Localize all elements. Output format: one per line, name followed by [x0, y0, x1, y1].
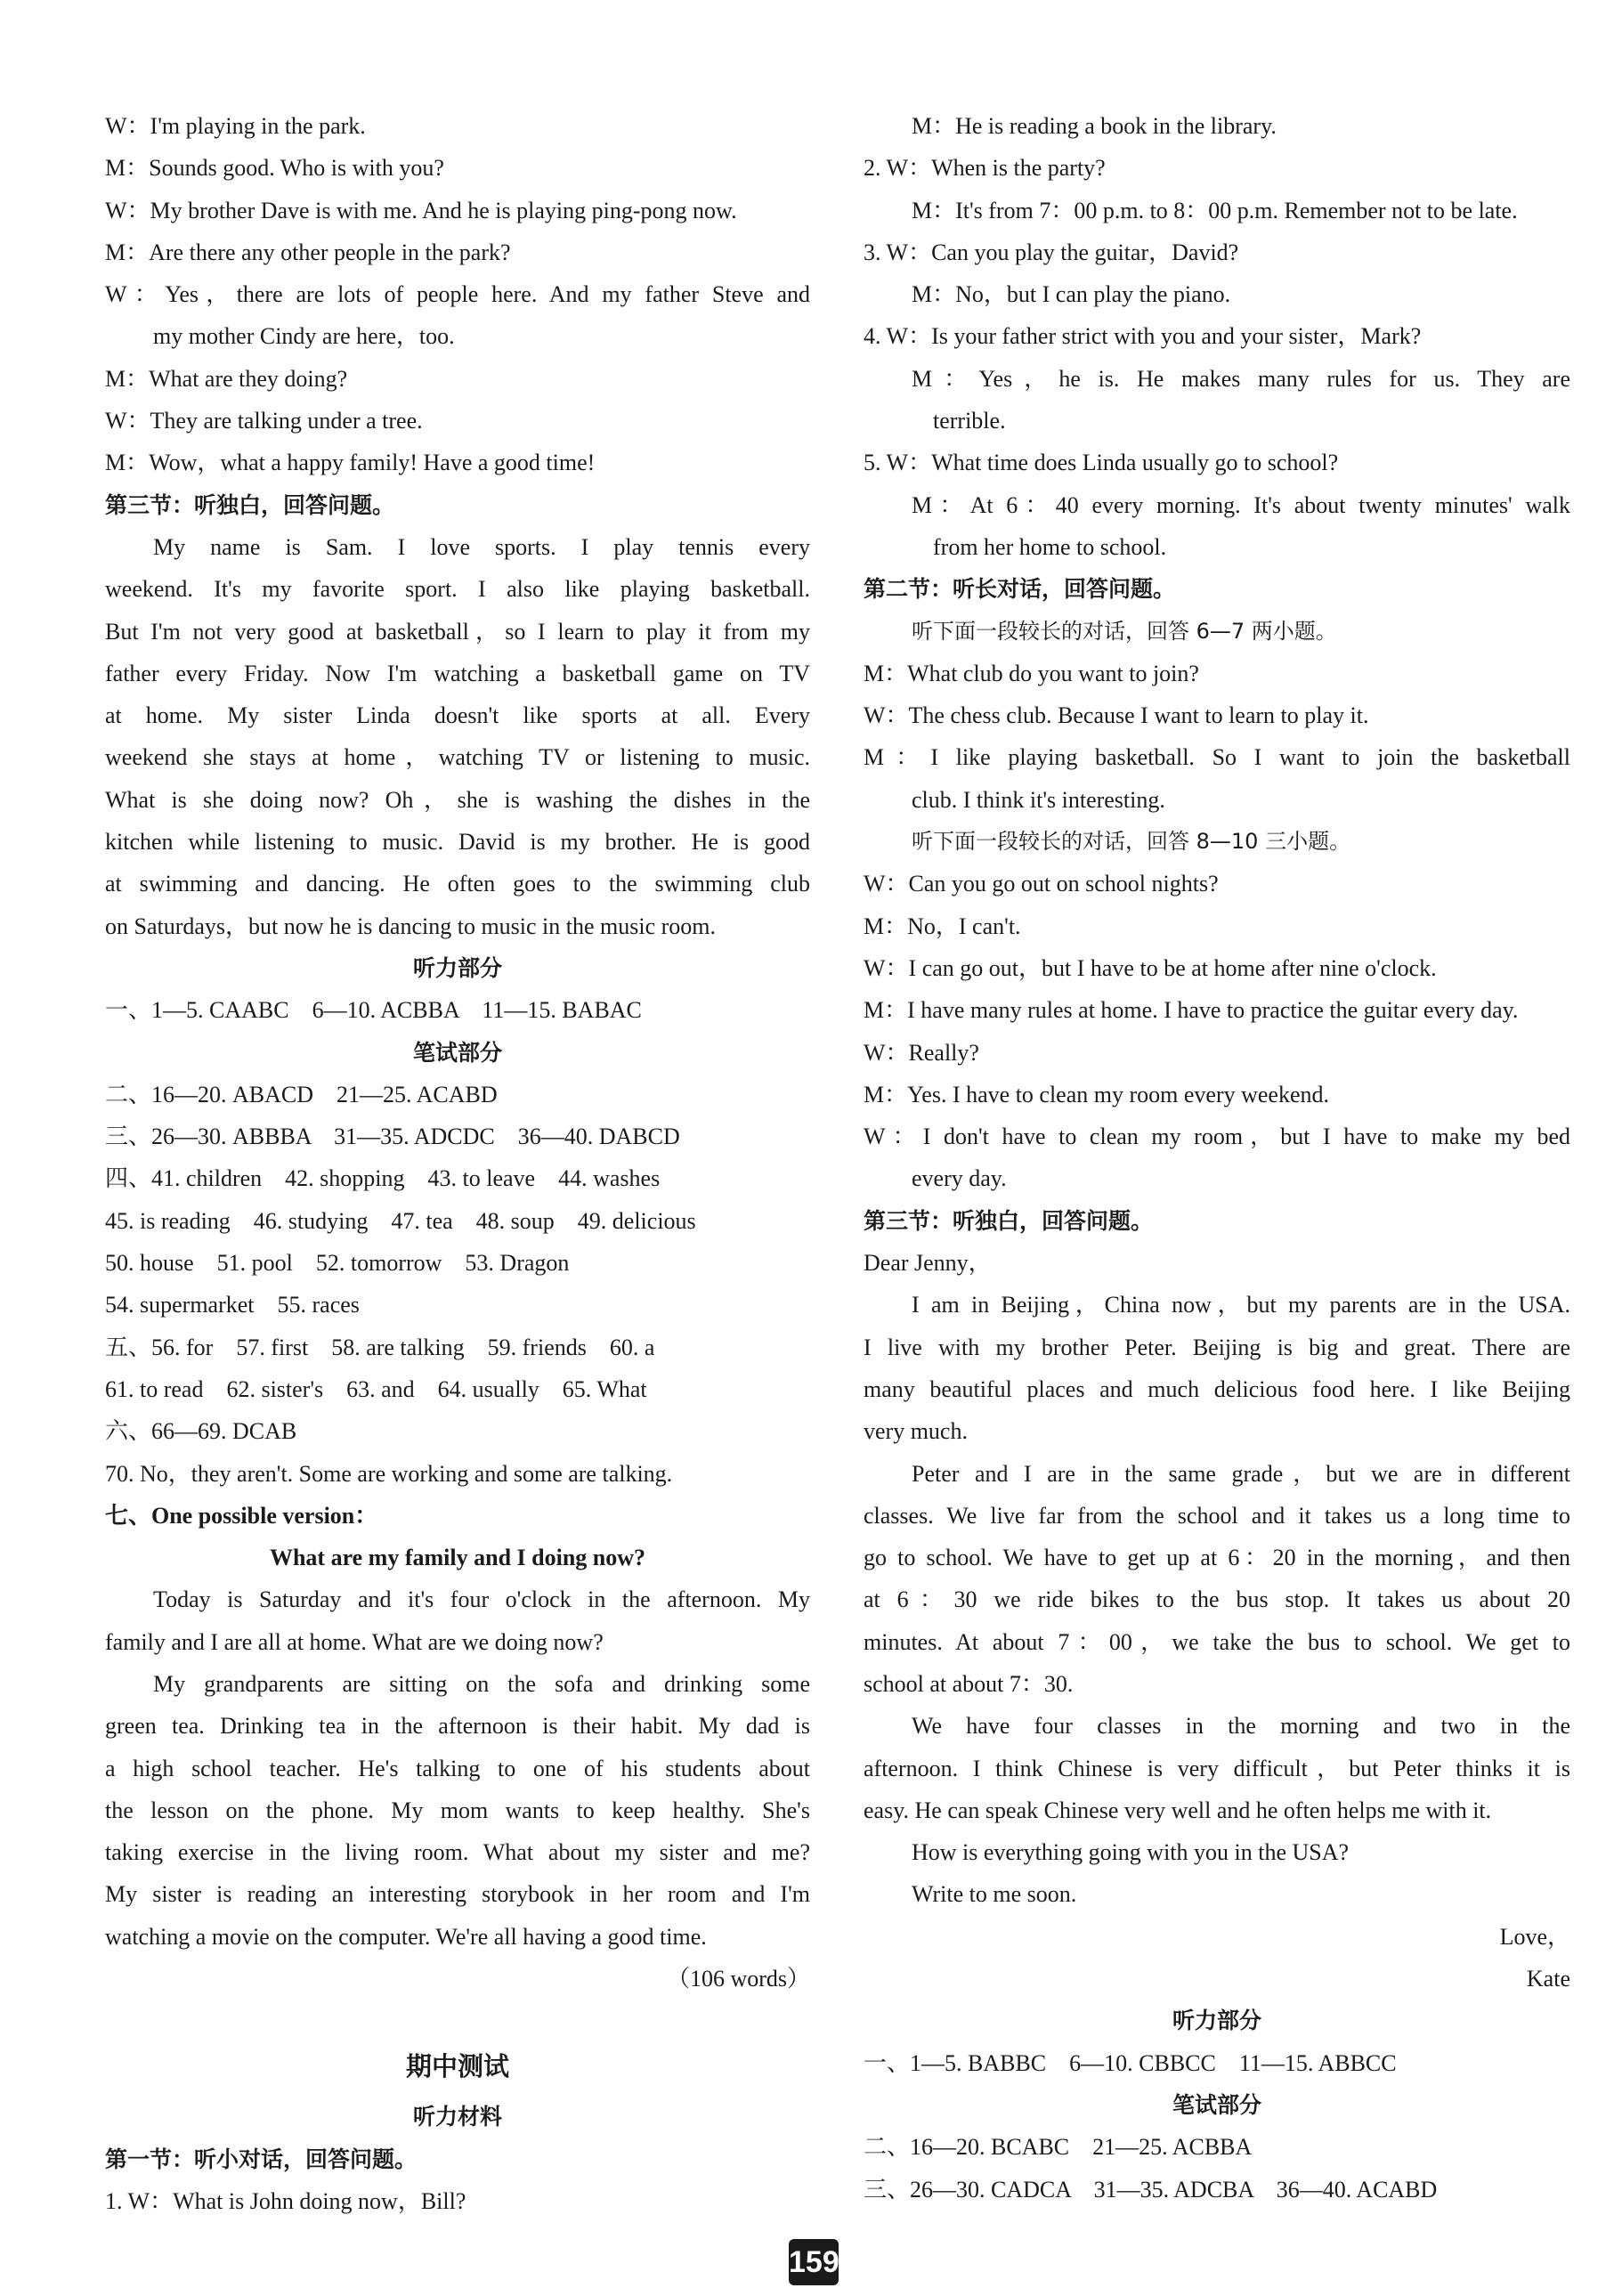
text-line: W：My brother Dave is with me. And he is playing ping-pong now.	[105, 197, 737, 223]
text-line: 4. W：Is your father strict with you and your sister，Mark?	[864, 323, 1422, 350]
text-line: M：At 6：40 every morning. It's about twenty minutes' walk	[912, 491, 1570, 518]
text-line: green tea. Drinking tea in the afternoon is their habit. My dad is	[105, 1713, 810, 1740]
text-line: classes. We live far from the school and it takes us a long time to	[864, 1502, 1570, 1529]
section-heading: 第三节：听独白，回答问题。	[105, 491, 395, 518]
text-line: 2. W：When is the party?	[864, 155, 1106, 182]
text-line: W：They are talking under a tree.	[105, 408, 423, 434]
text-line: 四、41. children 42. shopping 43. to leave 44. washes	[105, 1165, 661, 1192]
text-line: minutes. At about 7：00，we take the bus to school. We get to	[864, 1628, 1570, 1655]
text-line: weekend she stays at home，watching TV or listening to music.	[105, 744, 810, 771]
text-line: 五、56. for 57. first 58. are talking 59. friends 60. a	[105, 1334, 655, 1360]
section-heading: 笔试部分	[1172, 2091, 1261, 2118]
text-line: 七、One possible version：	[105, 1502, 378, 1529]
text-line: very much.	[864, 1418, 968, 1445]
text-line: afternoon. I think Chinese is very difficult，but Peter thinks it is	[864, 1755, 1570, 1781]
text-line: My sister is reading an interesting storybook in her room and I'm	[105, 1881, 810, 1908]
text-line: 三、26—30. CADCA 31—35. ADCBA 36—40. ACABD	[864, 2176, 1438, 2203]
text-line: every day.	[912, 1165, 1007, 1192]
text-line: easy. He can speak Chinese very well and he often helps me with it.	[864, 1797, 1492, 1823]
text-line: weekend. It's my favorite sport. I also like playing basketball.	[105, 576, 810, 603]
text-line: Peter and I are in the same grade，but we are in different	[912, 1460, 1570, 1487]
section-heading: 听力部分	[412, 954, 502, 981]
text-line: 三、26—30. ABBBA 31—35. ADCDC 36—40. DABCD	[105, 1124, 680, 1150]
text-line: 六、66—69. DCAB	[105, 1418, 297, 1445]
text-line: Love，	[1499, 1923, 1570, 1950]
text-line: 61. to read 62. sister's 63. and 64. usually 65. What	[105, 1375, 647, 1402]
text-line: Kate	[1526, 1966, 1570, 1992]
left-column	[105, 105, 810, 2222]
text-line: M：It's from 7：00 p.m. to 8：00 p.m. Remember not to be late.	[912, 197, 1518, 223]
text-line: We have four classes in the morning and two in the	[912, 1713, 1570, 1740]
text-line: W：I can go out，but I have to be at home after nine o'clock.	[864, 954, 1437, 981]
text-line: school at about 7：30.	[864, 1670, 1074, 1697]
text-line: I live with my brother Peter. Beijing is big and great. There are	[864, 1334, 1570, 1360]
text-line: 二、16—20. ABACD 21—25. ACABD	[105, 1081, 498, 1107]
text-line: 70. No，they aren't. Some are working and some are talking.	[105, 1460, 673, 1487]
text-line: 45. is reading 46. studying 47. tea 48. soup 49. delicious	[105, 1207, 696, 1234]
text-line: the lesson on the phone. My mom wants to keep healthy. She's	[105, 1797, 810, 1823]
section-heading: 听力部分	[1172, 2008, 1261, 2034]
section-heading: 第二节：听长对话，回答问题。	[864, 576, 1176, 603]
text-line: 二、16—20. BCABC 21—25. ACBBA	[864, 2134, 1253, 2161]
text-line: M：I have many rules at home. I have to practice the guitar every day.	[864, 997, 1519, 1024]
section-heading: 第三节：听独白，回答问题。	[864, 1207, 1154, 1234]
text-line: watching a movie on the computer. We're all having a good time.	[105, 1923, 707, 1950]
text-line: taking exercise in the living room. What about my sister and me?	[105, 1839, 810, 1866]
text-line: My name is Sam. I love sports. I play tennis every	[153, 533, 810, 560]
text-line: M：No，but I can play the piano.	[912, 281, 1231, 308]
text-line: 54. supermarket 55. races	[105, 1292, 360, 1318]
text-line: terrible.	[933, 408, 1006, 434]
text-line: family and I are all at home. What are we doing now?	[105, 1628, 604, 1655]
text-line: Today is Saturday and it's four o'clock in the afternoon. My	[153, 1586, 810, 1613]
text-line: M：What club do you want to join?	[864, 660, 1199, 686]
text-line: How is everything going with you in the USA?	[912, 1839, 1350, 1866]
text-line: What is she doing now? Oh，she is washing the dishes in the	[105, 786, 810, 813]
text-line: club. I think it's interesting.	[912, 786, 1165, 813]
text-line: W：I'm playing in the park.	[105, 113, 366, 139]
text-line: My grandparents are sitting on the sofa and drinking some	[153, 1670, 810, 1697]
text-line: kitchen while listening to music. David is my brother. He is good	[105, 829, 810, 856]
text-line: at home. My sister Linda doesn't like sports at all. Every	[105, 702, 810, 729]
text-line: 5. W：What time does Linda usually go to school?	[864, 450, 1339, 476]
text-line: go to school. We have to get up at 6：20 in the morning，and then	[864, 1545, 1570, 1571]
text-line: Write to me soon.	[912, 1881, 1077, 1908]
text-line: 3. W：Can you play the guitar，David?	[864, 239, 1239, 265]
section-heading: 听力材料	[412, 2104, 502, 2130]
text-line: 听下面一段较长的对话，回答 8—10 三小题。	[912, 829, 1351, 855]
text-line: father every Friday. Now I'm watching a basketball game on TV	[105, 660, 810, 686]
text-line: M：Yes，he is. He makes many rules for us. They are	[912, 365, 1570, 392]
text-line: 1. W：What is John doing now，Bill?	[105, 2187, 466, 2214]
text-line: from her home to school.	[933, 533, 1167, 560]
text-line: 一、1—5. CAABC 6—10. ACBBA 11—15. BABAC	[105, 997, 642, 1024]
section-heading: 期中测试	[405, 2051, 509, 2082]
text-line: many beautiful places and much delicious food here. I like Beijing	[864, 1375, 1570, 1402]
section-heading: 笔试部分	[412, 1039, 502, 1066]
text-line: （106 words）	[666, 1966, 810, 1992]
text-line: M：He is reading a book in the library.	[912, 113, 1277, 139]
text-line: 50. house 51. pool 52. tomorrow 53. Dragon	[105, 1250, 570, 1277]
section-heading: 第一节：听小对话，回答问题。	[105, 2146, 418, 2172]
text-line: W：Can you go out on school nights?	[864, 871, 1219, 897]
text-line: 听下面一段较长的对话，回答 6—7 两小题。	[912, 618, 1337, 644]
text-line: at swimming and dancing. He often goes to the swimming club	[105, 871, 810, 897]
text-line: 一、1—5. BABBC 6—10. CBBCC 11—15. ABBCC	[864, 2049, 1397, 2076]
text-line: W：I don't have to clean my room，but I have to make my bed	[864, 1124, 1570, 1150]
right-column	[864, 105, 1570, 2211]
text-line: Dear Jenny，	[864, 1250, 992, 1277]
text-line: M：I like playing basketball. So I want to join the basketball	[864, 744, 1570, 771]
text-line: What are my family and I doing now?	[269, 1545, 646, 1571]
text-line: at 6：30 we ride bikes to the bus stop. It takes us about 20	[864, 1586, 1570, 1613]
section-spacer	[105, 2000, 810, 2032]
text-line: M：Are there any other people in the park?	[105, 239, 511, 265]
text-line: But I'm not very good at basketball，so I learn to play it from my	[105, 618, 810, 645]
text-line: a high school teacher. He's talking to one of his students about	[105, 1755, 810, 1781]
text-line: M：Wow，what a happy family! Have a good time!	[105, 450, 596, 476]
text-line: M：What are they doing?	[105, 365, 348, 392]
text-line: M：Yes. I have to clean my room every weekend.	[864, 1081, 1329, 1107]
text-line: on Saturdays，but now he is dancing to music in the music room.	[105, 913, 717, 939]
text-line: W：Really?	[864, 1039, 979, 1066]
text-line: W：The chess club. Because I want to learn to play it.	[864, 702, 1369, 729]
text-line: I am in Beijing，China now，but my parents are in the USA.	[912, 1292, 1570, 1318]
text-line: M：Sounds good. Who is with you?	[105, 155, 444, 182]
page-number: 159	[789, 2239, 839, 2285]
text-line: M：No，I can't.	[864, 913, 1021, 939]
text-line: W：Yes，there are lots of people here. And my father Steve and	[105, 281, 810, 308]
text-line: my mother Cindy are here，too.	[153, 323, 455, 350]
